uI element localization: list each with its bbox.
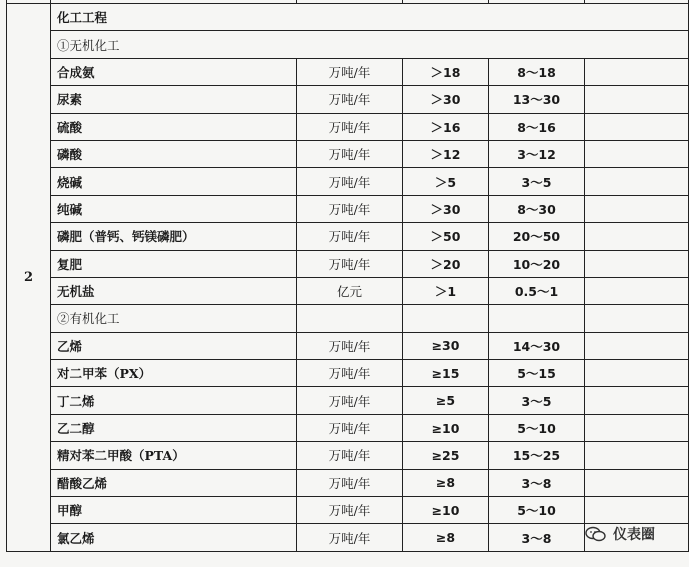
item-unit: 万吨/年: [297, 387, 403, 414]
empty-cell: [403, 305, 489, 332]
small-range: [585, 140, 689, 167]
medium-range: 3～8: [489, 524, 585, 551]
small-range: [585, 497, 689, 524]
row-number: 2: [7, 4, 51, 552]
item-name: 合成氨: [51, 58, 297, 85]
item-name: 烧碱: [51, 168, 297, 195]
table-row: [7, 469, 689, 496]
small-range: [585, 58, 689, 85]
small-range: [585, 223, 689, 250]
scale-standard-table: [6, 0, 689, 552]
item-unit: 万吨/年: [297, 414, 403, 441]
table-row: [7, 387, 689, 414]
subsection-row: [7, 31, 689, 58]
small-range: [585, 277, 689, 304]
wechat-icon: [585, 526, 607, 542]
table-row: [7, 332, 689, 359]
empty-cell: [297, 305, 403, 332]
medium-range: 8～18: [489, 58, 585, 85]
medium-range: 8～30: [489, 195, 585, 222]
large-threshold: ＞18: [403, 58, 489, 85]
item-unit: 万吨/年: [297, 497, 403, 524]
item-name: 磷酸: [51, 140, 297, 167]
table-row: [7, 113, 689, 140]
subsection-row: [7, 305, 689, 332]
subsection-organic: ②有机化工: [51, 305, 297, 332]
item-name: 尿素: [51, 86, 297, 113]
empty-cell: [585, 305, 689, 332]
table-row: [7, 223, 689, 250]
watermark: [585, 524, 655, 544]
small-range: [585, 332, 689, 359]
small-range: [585, 360, 689, 387]
item-name: 磷肥（普钙、钙镁磷肥）: [51, 223, 297, 250]
item-unit: 万吨/年: [297, 360, 403, 387]
item-name: 精对苯二甲酸（PTA）: [51, 442, 297, 469]
medium-range: 0.5～1: [489, 277, 585, 304]
item-unit: 亿元: [297, 277, 403, 304]
small-range: [585, 442, 689, 469]
item-name: 纯碱: [51, 195, 297, 222]
medium-range: 13～30: [489, 86, 585, 113]
medium-range: 20～50: [489, 223, 585, 250]
small-range: [585, 168, 689, 195]
table-row: [7, 442, 689, 469]
medium-range: 3～5: [489, 168, 585, 195]
table-row: [7, 414, 689, 441]
medium-range: 3～5: [489, 387, 585, 414]
item-unit: 万吨/年: [297, 223, 403, 250]
medium-range: 3～8: [489, 469, 585, 496]
table-row: [7, 168, 689, 195]
item-name: 硫酸: [51, 113, 297, 140]
small-range: [585, 414, 689, 441]
item-unit: 万吨/年: [297, 442, 403, 469]
small-range: [585, 86, 689, 113]
item-unit: 万吨/年: [297, 58, 403, 85]
item-unit: 万吨/年: [297, 113, 403, 140]
small-range: [585, 250, 689, 277]
table-row: [7, 195, 689, 222]
table-row: [7, 140, 689, 167]
medium-range: 14～30: [489, 332, 585, 359]
item-unit: 万吨/年: [297, 469, 403, 496]
large-threshold: ≥10: [403, 414, 489, 441]
item-unit: 万吨/年: [297, 332, 403, 359]
subsection-inorganic: ①无机化工: [51, 31, 689, 58]
item-unit: 万吨/年: [297, 140, 403, 167]
empty-cell: [489, 305, 585, 332]
large-threshold: ＞50: [403, 223, 489, 250]
small-range: [585, 195, 689, 222]
large-threshold: ＞30: [403, 86, 489, 113]
table-row: [7, 497, 689, 524]
item-name: 氯乙烯: [51, 524, 297, 551]
item-unit: 万吨/年: [297, 168, 403, 195]
large-threshold: ＞1: [403, 277, 489, 304]
large-threshold: ＞5: [403, 168, 489, 195]
item-name: 乙二醇: [51, 414, 297, 441]
large-threshold: ＞30: [403, 195, 489, 222]
item-name: 乙烯: [51, 332, 297, 359]
medium-range: 5～10: [489, 414, 585, 441]
large-threshold: ≥8: [403, 524, 489, 551]
small-range: [585, 113, 689, 140]
medium-range: 8～16: [489, 113, 585, 140]
item-unit: 万吨/年: [297, 524, 403, 551]
large-threshold: ＞16: [403, 113, 489, 140]
medium-range: 3～12: [489, 140, 585, 167]
table-row: [7, 58, 689, 85]
item-name: 甲醇: [51, 497, 297, 524]
medium-range: 15～25: [489, 442, 585, 469]
large-threshold: ＞12: [403, 140, 489, 167]
table-row: [7, 250, 689, 277]
section-title: 化工工程: [51, 4, 689, 31]
table-row: [7, 277, 689, 304]
item-name: 对二甲苯（PX）: [51, 360, 297, 387]
large-threshold: ＞20: [403, 250, 489, 277]
medium-range: 10～20: [489, 250, 585, 277]
large-threshold: ≥5: [403, 387, 489, 414]
item-name: 醋酸乙烯: [51, 469, 297, 496]
small-range: [585, 387, 689, 414]
item-name: 无机盐: [51, 277, 297, 304]
item-unit: 万吨/年: [297, 250, 403, 277]
item-name: 丁二烯: [51, 387, 297, 414]
item-unit: 万吨/年: [297, 195, 403, 222]
large-threshold: ≥30: [403, 332, 489, 359]
item-unit: 万吨/年: [297, 86, 403, 113]
table-row: [7, 360, 689, 387]
medium-range: 5～15: [489, 360, 585, 387]
table-row: [7, 86, 689, 113]
large-threshold: ≥15: [403, 360, 489, 387]
small-range: [585, 469, 689, 496]
item-name: 复肥: [51, 250, 297, 277]
medium-range: 5～10: [489, 497, 585, 524]
watermark-text: 仪表圈: [613, 527, 655, 543]
section-title-row: [7, 4, 689, 31]
large-threshold: ≥8: [403, 469, 489, 496]
large-threshold: ≥10: [403, 497, 489, 524]
large-threshold: ≥25: [403, 442, 489, 469]
